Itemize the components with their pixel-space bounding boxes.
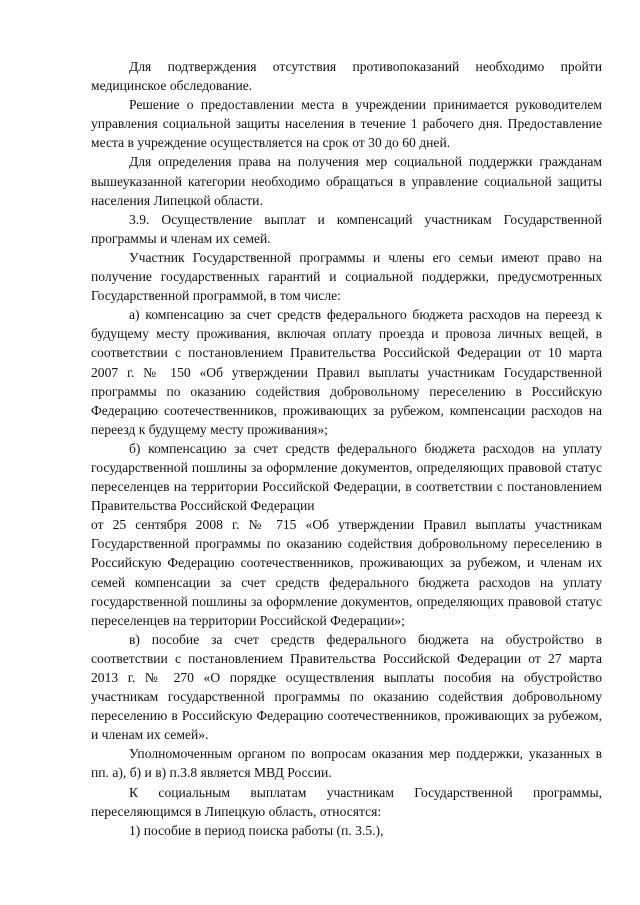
paragraph-place-decision: Решение о предоставлении места в учреждении принимается руководителем управления социальной защиты населения в течение 1 рабочего дня. Предоставление места в учреждение осуществляется на срок от 30 до 60 дней. — [91, 97, 602, 151]
list-item-v: в) пособие за счет средств федерального бюджета на обустройство в соответствии с постановлением Правительства Российской Федерации от 27 марта 2013 г. № 270 «О порядке осуществления выплаты пособия на обустройство участникам государственной программы по оказанию содействия добровольному переселению в Российскую Федерацию соотечественников, проживающих за рубежом, и членам их семей». — [91, 631, 602, 743]
paragraph-social-payments: К социальным выплатам участникам Государственной программы, переселяющимся в Липецкую область, относятся: — [91, 784, 602, 819]
list-item-1: 1) пособие в период поиска работы (п. 3.5.), — [129, 822, 384, 838]
paragraph-participant-rights: Участник Государственной программы и члены его семьи имеют право на получение государственных гарантий и социальной поддержки, предусмотренных Государственной программой, в том числе: — [91, 249, 602, 304]
section-heading-3-9: 3.9. Осуществление выплат и компенсаций участникам Государственной программы и членам их семей. — [91, 211, 602, 246]
list-item-a: а) компенсацию за счет средств федерального бюджета расходов на переезд к будущему месту проживания, включая оплату проезда и провоза личных вещей, в соответствии с постановлением Правительства Российской Федерации от 10 марта 2007 г. № 150 «Об утверждении Правил выплаты участникам Государственной программы по оказанию содействия добровольному переселению в Российскую Федерацию соотечественников, проживающих за рубежом, компенсации расходов на переезд к будущему месту проживания»; — [91, 307, 602, 437]
list-item-b-continued: от 25 сентября 2008 г. № 715 «Об утверждении Правил выплаты участникам Государственной программы по оказанию содействия добровольному переселению в Российскую Федерацию соотечественников, проживающих за рубежом, и членам их семей компенсации за счет средств федерального бюджета расходов на уплату государственной пошлины за оформление документов, определяющих правовой статус переселенцев на территории Российской Федерации»; — [91, 517, 602, 628]
paragraph-social-support-rights: Для определения права на получения мер социальной поддержки гражданам вышеуказанной категории необходимо обращаться в управление социальной защиты населения Липецкой области. — [91, 154, 602, 208]
paragraph-medical-exam: Для подтверждения отсутствия противопоказаний необходимо пройти медицинское обследование. — [91, 59, 602, 94]
list-item-b: б) компенсацию за счет средств федерального бюджета расходов на уплату государственной пошлины за оформление документов, определяющих правовой статус переселенцев на территории Российской Федерации, в соответствии с постановлением Правительства Российской Федерации — [91, 440, 602, 514]
paragraph-authorized-body: Уполномоченным органом по вопросам оказания мер поддержки, указанных в пп. а), б) и в) п.3.8 является МВД России. — [91, 746, 602, 781]
